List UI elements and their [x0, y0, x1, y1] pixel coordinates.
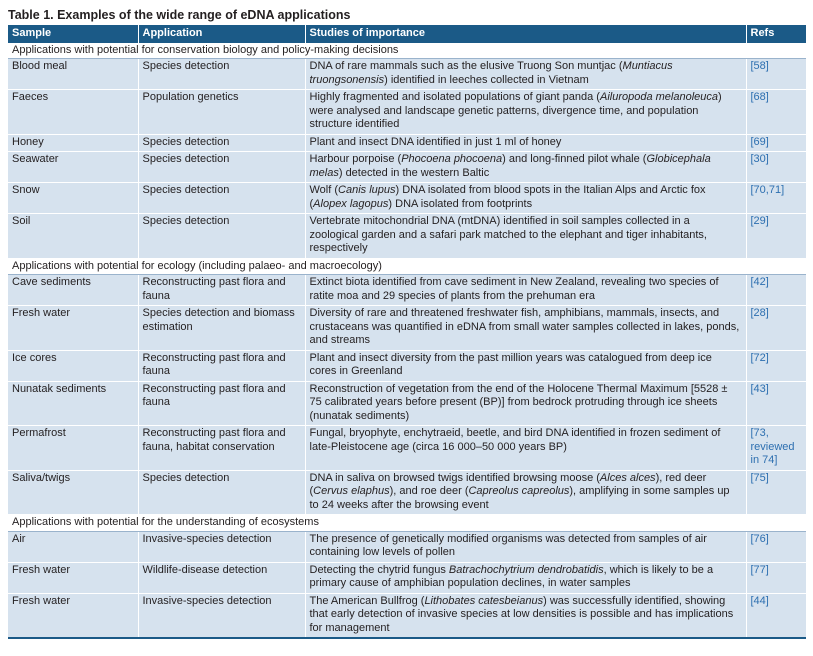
cell-refs[interactable]: [69] — [746, 134, 806, 152]
cell-refs[interactable]: [44] — [746, 593, 806, 638]
study-text: ) DNA isolated from blood spots in the Italian Alps and Arctic fox ( — [309, 184, 706, 210]
cell-sample: Honey — [8, 134, 138, 152]
study-text: ) identified in leeches collected in Vietnam — [384, 73, 589, 86]
cell-refs[interactable]: [58] — [746, 59, 806, 90]
header-application: Application — [138, 25, 305, 43]
species-name: Batrachochytrium dendrobatidis — [448, 563, 604, 576]
cell-sample: Seawater — [8, 152, 138, 183]
cell-refs[interactable]: [73, reviewed in 74] — [746, 426, 806, 471]
cell-sample: Ice cores — [8, 350, 138, 381]
table-row — [8, 593, 806, 638]
table-title: Table 1. Examples of the wide range of eDNA applications — [8, 8, 351, 22]
study-text: ), and roe deer ( — [389, 485, 469, 497]
study-text: Vertebrate mitochondrial DNA (mtDNA) identified in soil samples collected in a zoological garden and a safari park matched to the elephant and tiger inhabitants, respectively — [309, 215, 707, 254]
table-row — [8, 350, 806, 381]
table-row — [8, 381, 806, 426]
table-row — [8, 470, 806, 515]
cell-sample: Snow — [8, 183, 138, 214]
cell-study — [305, 275, 746, 306]
study-text: ) and long-finned pilot whale ( — [502, 153, 647, 165]
cell-application: Reconstructing past flora and fauna — [138, 381, 305, 426]
cell-refs[interactable]: [77] — [746, 562, 806, 593]
section-heading-row — [8, 43, 806, 59]
cell-application: Species detection — [138, 183, 305, 214]
cell-sample: Nunatak sediments — [8, 381, 138, 426]
species-name: Lithobates catesbeianus — [424, 594, 544, 607]
table-header — [8, 25, 806, 43]
cell-study — [305, 90, 746, 135]
cell-study — [305, 214, 746, 259]
cell-application: Invasive-species detection — [138, 593, 305, 638]
table-row — [8, 426, 806, 471]
cell-refs[interactable]: [28] — [746, 306, 806, 351]
study-text: Highly fragmented and isolated populations of giant panda ( — [309, 91, 600, 103]
study-text: DNA in saliva on browsed twigs identified browsing moose ( — [309, 471, 600, 484]
study-text: DNA of rare mammals such as the elusive Truong Son muntjac ( — [309, 60, 623, 72]
cell-study — [305, 381, 746, 426]
section-heading-row — [8, 258, 806, 275]
study-text: Diversity of rare and threatened freshwater fish, amphibians, mammals, insects, and crustaceans was quantified in eDNA from small water samples collected in lakes, ponds, and streams — [309, 307, 740, 346]
cell-application: Species detection — [138, 214, 305, 259]
study-text: Extinct biota identified from cave sediment in New Zealand, revealing two species of ratite moa and 29 species of plants from the prehuman era — [309, 276, 719, 302]
table-row — [8, 531, 806, 562]
cell-refs[interactable]: [72] — [746, 350, 806, 381]
cell-sample: Fresh water — [8, 593, 138, 638]
cell-refs[interactable]: [70,71] — [746, 183, 806, 214]
table-row — [8, 90, 806, 135]
cell-study — [305, 134, 746, 152]
cell-application: Wildlife-disease detection — [138, 562, 305, 593]
cell-study — [305, 593, 746, 638]
cell-study — [305, 59, 746, 90]
study-text: Plant and insect DNA identified in just 1 ml of honey — [309, 135, 562, 148]
table-row — [8, 306, 806, 351]
cell-sample: Saliva/twigs — [8, 470, 138, 515]
species-name: Globicephala melas — [309, 153, 711, 179]
section-heading: Applications with potential for the understanding of ecosystems — [8, 515, 806, 532]
species-name: Alces alces — [599, 471, 656, 484]
edna-applications-table — [8, 25, 806, 639]
cell-sample: Air — [8, 531, 138, 562]
cell-application: Reconstructing past flora and fauna, habitat conservation — [138, 426, 305, 471]
cell-application: Species detection — [138, 134, 305, 152]
cell-study — [305, 426, 746, 471]
table-body — [8, 43, 806, 639]
table-row — [8, 59, 806, 90]
species-name: Alopex lagopus — [313, 197, 389, 210]
cell-study — [305, 306, 746, 351]
study-text: ) DNA isolated from footprints — [388, 197, 533, 210]
table-row — [8, 183, 806, 214]
cell-refs[interactable]: [76] — [746, 531, 806, 562]
cell-sample: Cave sediments — [8, 275, 138, 306]
study-text: ), red deer ( — [309, 471, 707, 497]
cell-application: Reconstructing past flora and fauna — [138, 350, 305, 381]
section-heading: Applications with potential for ecology (including palaeo- and macroecology) — [8, 258, 806, 275]
header-row — [8, 25, 806, 43]
cell-refs[interactable]: [29] — [746, 214, 806, 259]
cell-study — [305, 531, 746, 562]
study-text: Detecting the chytrid fungus — [309, 563, 449, 576]
cell-application: Species detection — [138, 152, 305, 183]
cell-study — [305, 152, 746, 183]
species-name: Canis lupus — [338, 184, 396, 196]
table-row — [8, 275, 806, 306]
table-row — [8, 134, 806, 152]
study-text: , which is likely to be a primary cause of amphibian population declines, in water samples — [309, 563, 714, 589]
cell-study — [305, 562, 746, 593]
study-text: ) were analysed and landscape genetic patterns, divergence time, and population structure identified — [309, 91, 722, 130]
header-studies: Studies of importance — [305, 25, 746, 43]
cell-sample: Blood meal — [8, 59, 138, 90]
study-text: Reconstruction of vegetation from the end of the Holocene Thermal Maximum [5528 ± 75 calibrated years before present (BP)] from bedrock protruding through ice sheets (nunatak sediments) — [309, 382, 728, 422]
cell-application: Invasive-species detection — [138, 531, 305, 562]
study-text: Plant and insect diversity from the past million years was catalogued from deep ice cores in Greenland — [309, 351, 712, 377]
study-text: Wolf ( — [309, 184, 339, 196]
study-text: Harbour porpoise ( — [309, 153, 402, 165]
table-row — [8, 152, 806, 183]
cell-refs[interactable]: [30] — [746, 152, 806, 183]
table-row — [8, 214, 806, 259]
species-name: Capreolus capreolus — [468, 485, 570, 497]
study-text: Fungal, bryophyte, enchytraeid, beetle, and bird DNA identified in frozen sediment of late-Pleistocene age (circa 16 000–50 000 years BP) — [309, 427, 721, 453]
cell-application: Reconstructing past flora and fauna — [138, 275, 305, 306]
cell-sample: Soil — [8, 214, 138, 259]
header-refs: Refs — [746, 25, 806, 43]
species-name: Ailuropoda melanoleuca — [599, 91, 719, 103]
cell-sample: Fresh water — [8, 562, 138, 593]
study-text: The presence of genetically modified organisms was detected from samples of air containing low levels of pollen — [309, 532, 707, 558]
cell-application: Species detection and biomass estimation — [138, 306, 305, 351]
cell-study — [305, 183, 746, 214]
cell-application: Species detection — [138, 470, 305, 515]
cell-refs[interactable]: [75] — [746, 470, 806, 515]
species-name: Phocoena phocoena — [401, 153, 503, 165]
study-text: ), amplifying in some samples up to 24 weeks after the browsing event — [309, 485, 730, 511]
species-name: Muntiacus truongsonensis — [309, 60, 673, 86]
study-text: ) detected in the western Baltic — [338, 166, 490, 179]
cell-refs[interactable]: [42] — [746, 275, 806, 306]
section-heading-row — [8, 515, 806, 532]
section-heading: Applications with potential for conservation biology and policy-making decisions — [8, 43, 806, 59]
header-sample: Sample — [8, 25, 138, 43]
cell-sample: Permafrost — [8, 426, 138, 471]
cell-study — [305, 350, 746, 381]
cell-sample: Fresh water — [8, 306, 138, 351]
species-name: Cervus elaphus — [313, 485, 390, 497]
study-text: The American Bullfrog ( — [309, 594, 425, 607]
cell-refs[interactable]: [68] — [746, 90, 806, 135]
study-text: ) was successfully identified, showing that early detection of invasive species at low densities is possible and has implications for management — [309, 594, 734, 634]
cell-application: Population genetics — [138, 90, 305, 135]
cell-refs[interactable]: [43] — [746, 381, 806, 426]
cell-sample: Faeces — [8, 90, 138, 135]
cell-study — [305, 470, 746, 515]
cell-application: Species detection — [138, 59, 305, 90]
table-row — [8, 562, 806, 593]
